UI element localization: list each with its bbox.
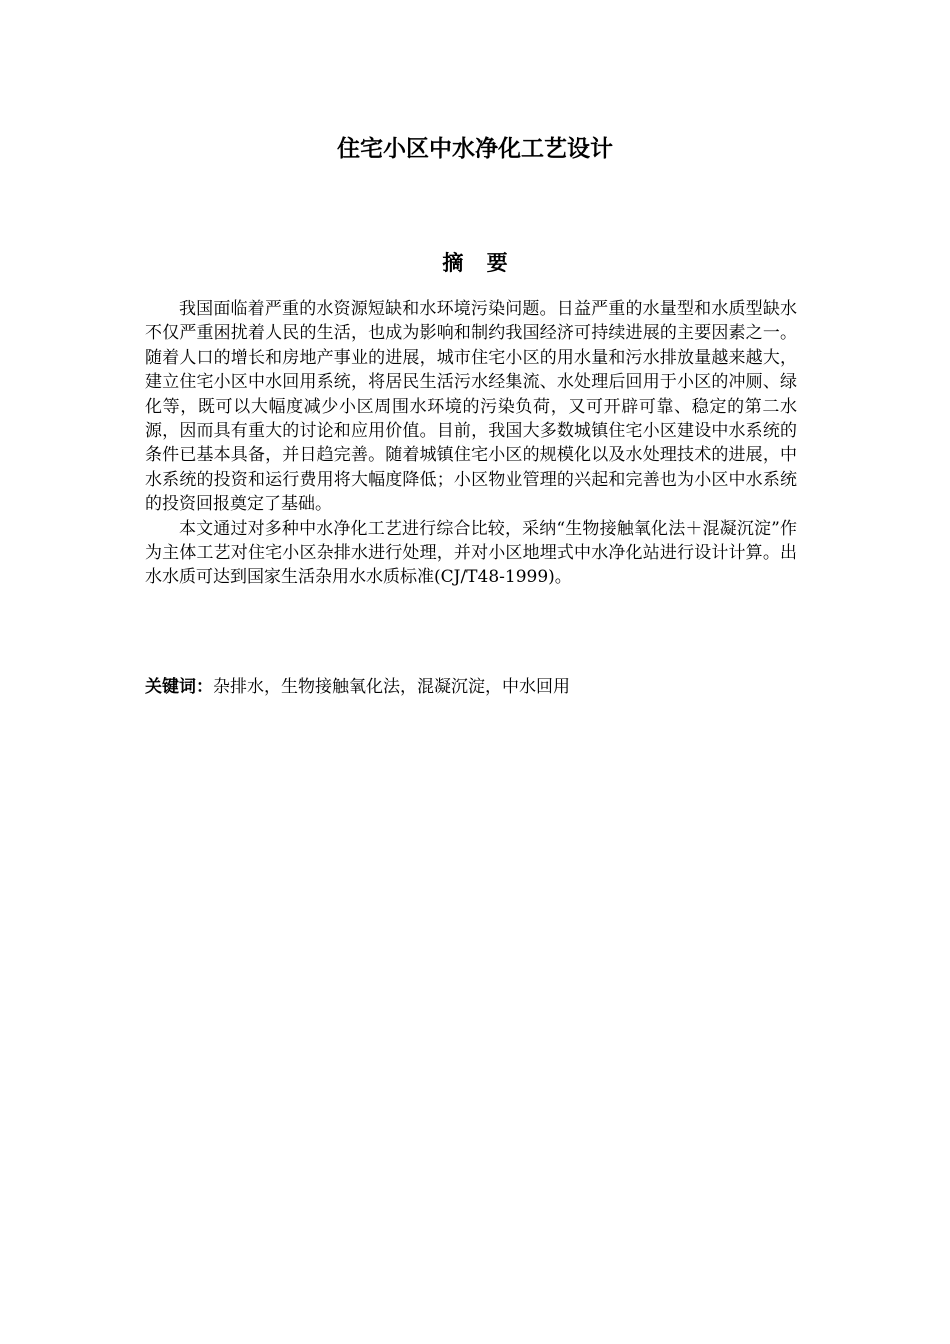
keywords-line	[145, 675, 797, 699]
abstract-paragraph-1: 我国面临着严重的水资源短缺和水环境污染问题。日益严重的水量型和水质型缺水不仅严重困扰着人民的生活，也成为影响和制约我国经济可持续进展的主要因素之一。随着人口的增长和房地产事业的进展，城市住宅小区的用水量和污水排放量越来越大，建立住宅小区中水回用系统，将居民生活污水经集流、水处理后回用于小区的冲厕、绿化等，既可以大幅度减少小区周围水环境的污染负荷，又可开辟可靠、稳定的第二水源，因而具有重大的讨论和应用价值。目前，我国大多数城镇住宅小区建设中水系统的条件已基本具备，并日趋完善。随着城镇住宅小区的规模化以及水处理技术的进展，中水系统的投资和运行费用将大幅度降低；小区物业管理的兴起和完善也为小区中水系统的投资回报奠定了基础。	[145, 299, 797, 515]
abstract-paragraph-2: 本文通过对多种中水净化工艺进行综合比较，采纳“生物接触氧化法＋混凝沉淀”作为主体工艺对住宅小区杂排水进行处理，并对小区地埋式中水净化站进行设计计算。出水水质可达到国家生活杂用水水质标准(CJ/T48-1999)。	[145, 518, 797, 588]
keywords-label: 关键词：	[145, 677, 213, 697]
document-title: 住宅小区中水净化工艺设计	[337, 136, 613, 162]
keywords-text: 杂排水，生物接触氧化法，混凝沉淀，中水回用	[213, 677, 570, 697]
abstract-body	[145, 297, 797, 590]
abstract-heading: 摘 要	[442, 251, 516, 275]
